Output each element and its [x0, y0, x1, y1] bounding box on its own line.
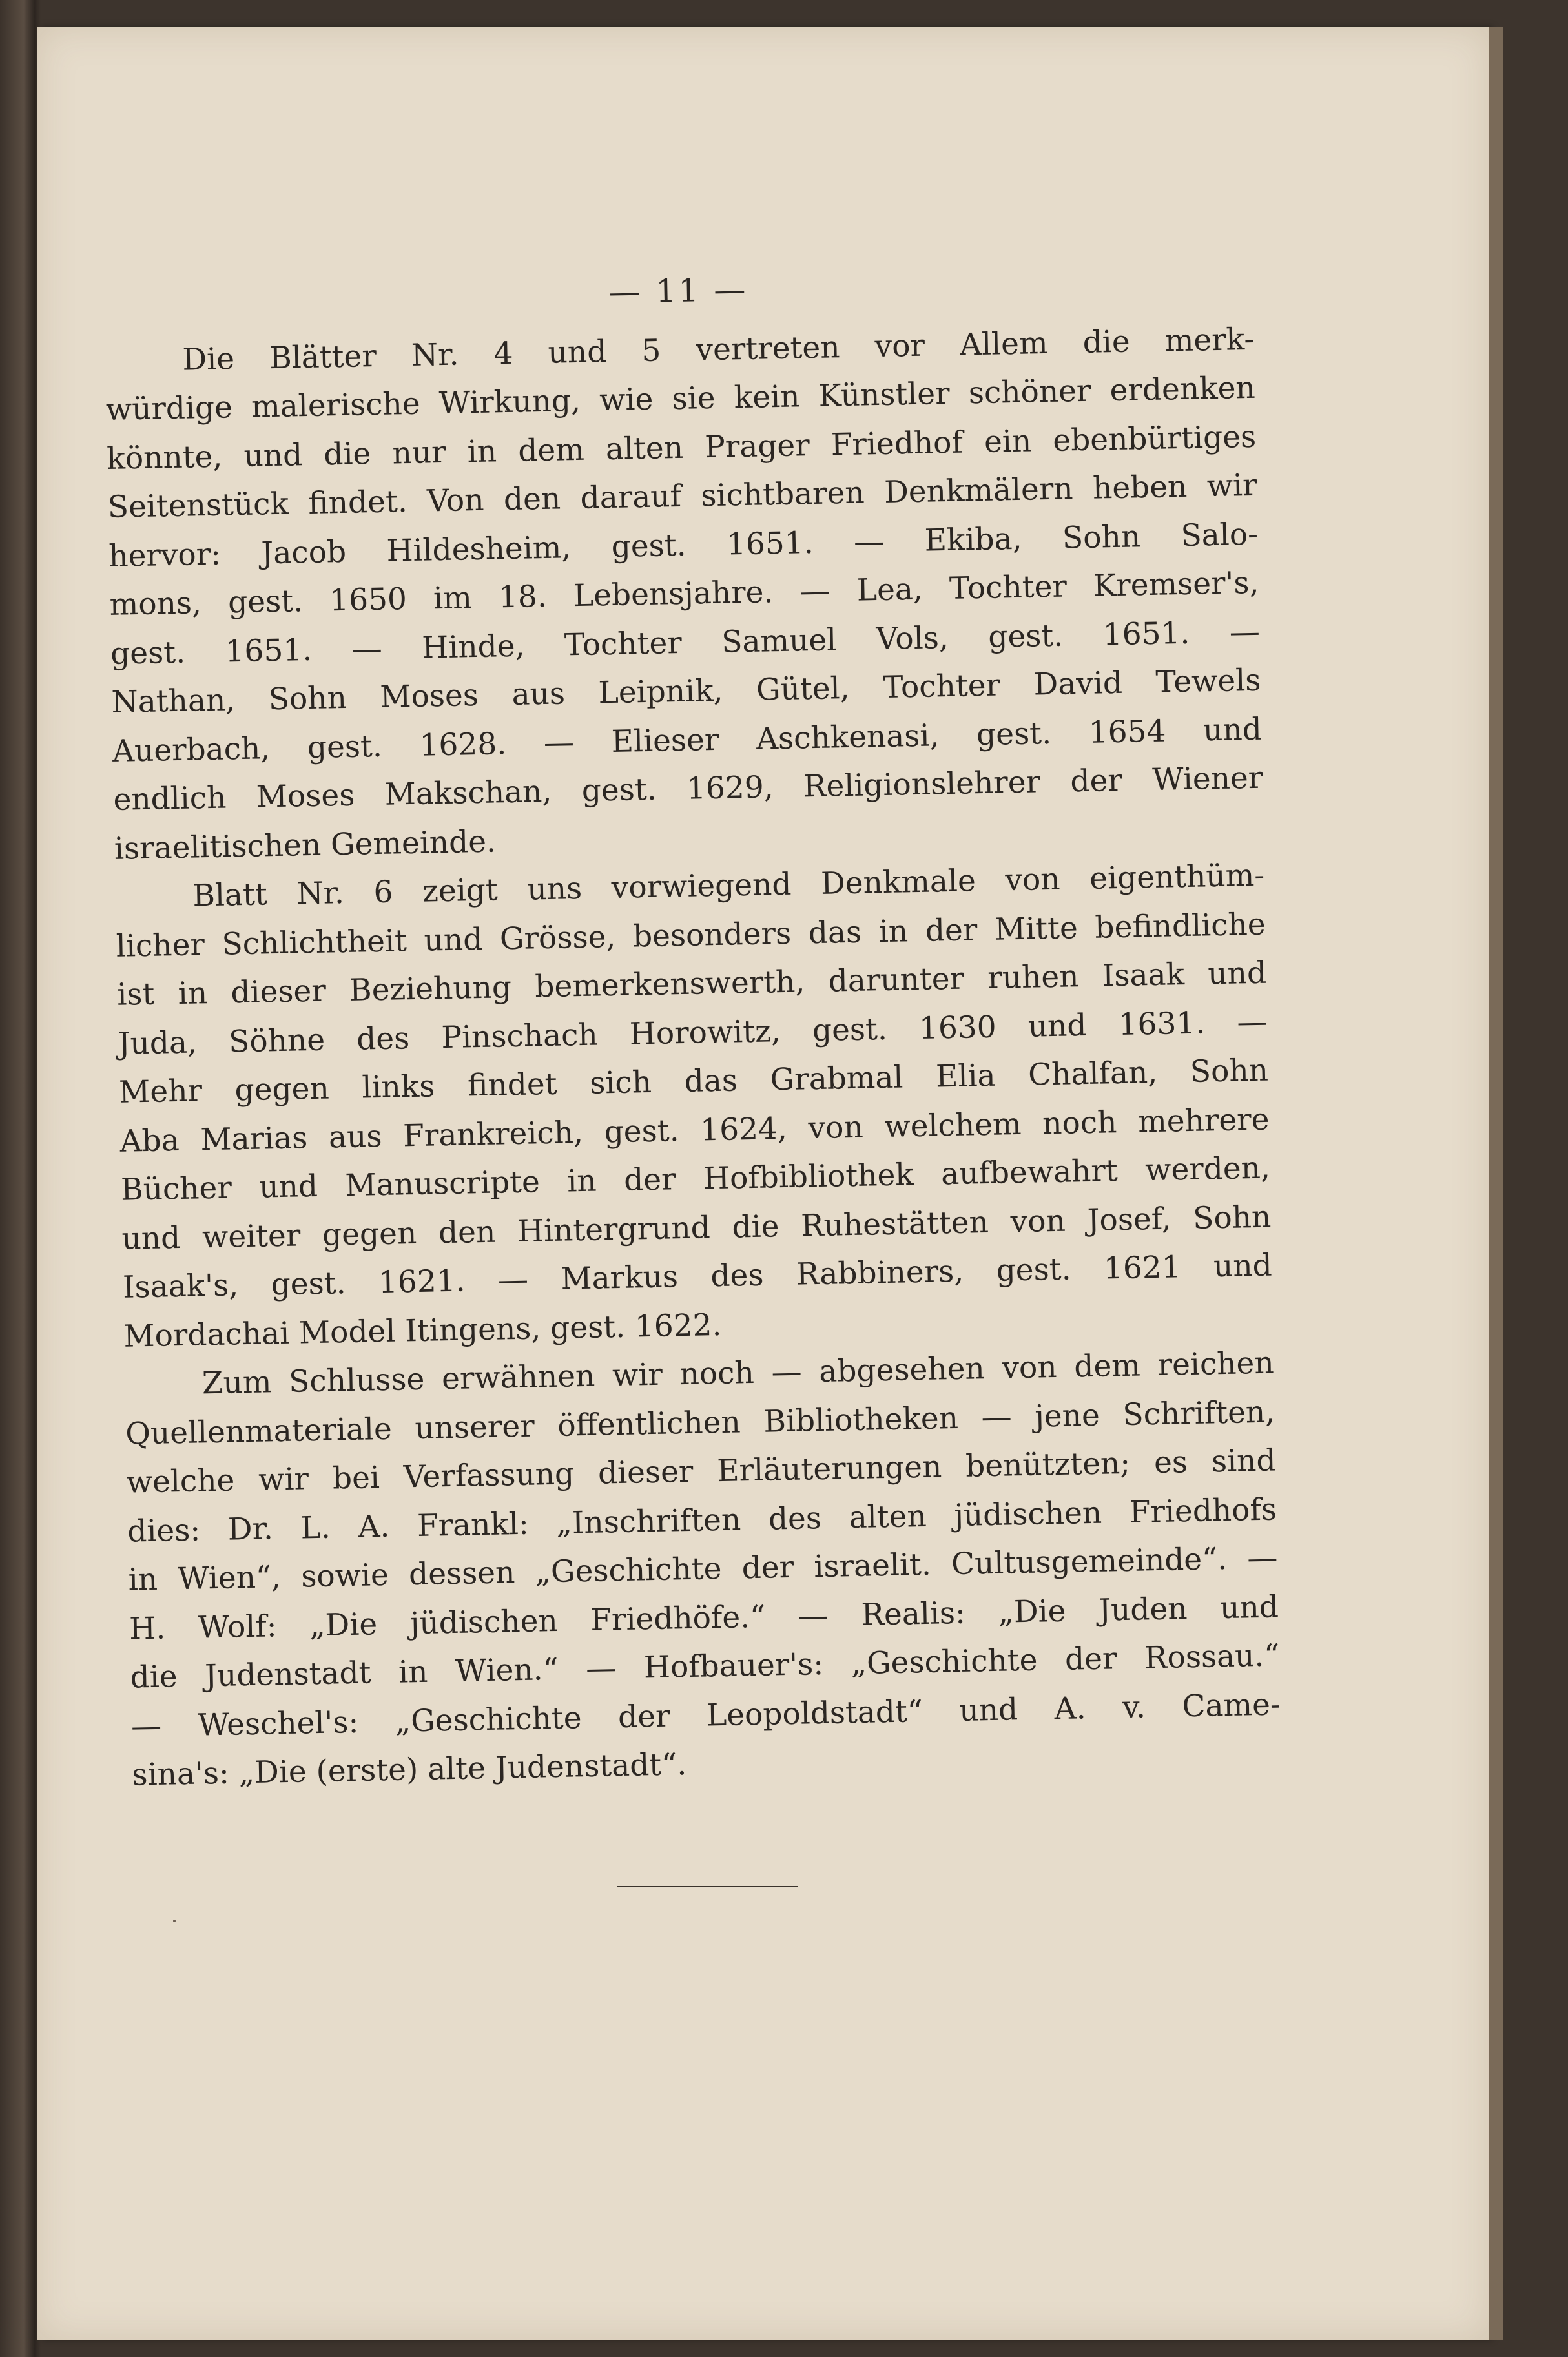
- text-line: Bücher und Manuscripte in der Hofbibliothek aufbewahrt werden,: [120, 1150, 1271, 1208]
- text-line: — Weschel's: „Geschichte der Leopoldstadt“ und A. v. Came-: [130, 1686, 1281, 1745]
- text-line: Die Blätter Nr. 4 und 5 vertreten vor Allem die merk-: [181, 321, 1255, 378]
- text-line: Quellenmateriale unserer öffentlichen Bibliotheken — jene Schriften,: [125, 1394, 1275, 1452]
- text-line: in Wien“, sowie dessen „Geschichte der israelit. Cultusgemeinde“. —: [128, 1540, 1278, 1598]
- text-line: Aba Marias aus Frankreich, gest. 1624, von welchem noch mehrere: [119, 1101, 1270, 1159]
- page-number: — 11 —: [608, 271, 748, 311]
- text-line: hervor: Jacob Hildesheim, gest. 1651. — Ekiba, Sohn Salo-: [108, 516, 1259, 574]
- text-line: endlich Moses Makschan, gest. 1629, Religionslehrer der Wiener: [112, 760, 1263, 818]
- text-line: Isaak's, gest. 1621. — Markus des Rabbiners, gest. 1621 und: [122, 1247, 1273, 1305]
- text-line: die Judenstadt in Wien.“ — Hofbauer's: „Geschichte der Rossau.“: [130, 1637, 1280, 1696]
- text-line: gest. 1651. — Hinde, Tochter Samuel Vols, gest. 1651. —: [110, 614, 1261, 672]
- text-line: Auerbach, gest. 1628. — Elieser Aschkenasi, gest. 1654 und: [112, 711, 1263, 769]
- paragraph-3: [124, 1339, 1282, 1800]
- text-line: Nathan, Sohn Moses aus Leipnik, Gütel, Tochter David Tewels: [111, 662, 1261, 720]
- text-line: Mordachai Model Itingens, gest. 1622.: [123, 1307, 722, 1355]
- text-line: H. Wolf: „Die jüdischen Friedhöfe.“ — Realis: „Die Juden und: [129, 1588, 1279, 1647]
- text-line: ist in dieser Beziehung bemerkenswerth, darunter ruhen Isaak und: [116, 955, 1267, 1013]
- text-line: Mehr gegen links findet sich das Grabmal Elia Chalfan, Sohn: [118, 1052, 1269, 1110]
- text-line: Zum Schlusse erwähnen wir noch — abgesehen von dem reichen: [201, 1345, 1275, 1402]
- end-separator-rule: [617, 1886, 798, 1887]
- paragraph-2: [115, 851, 1274, 1361]
- paragraph-1: [105, 315, 1264, 873]
- paper-speck: [173, 1920, 176, 1922]
- text-line: sina's: „Die (erste) alte Judenstadt“.: [131, 1747, 687, 1793]
- text-line: und weiter gegen den Hintergrund die Ruhestätten von Josef, Sohn: [121, 1199, 1272, 1257]
- text-line: licher Schlichtheit und Grösse, besonders das in der Mitte befindliche: [116, 906, 1266, 964]
- text-line: könnte, und die nur in dem alten Prager Friedhof ein ebenbürtiges: [106, 419, 1257, 477]
- page-text: [103, 256, 1282, 1800]
- page-edge: [1489, 27, 1503, 2340]
- text-line: würdige malerische Wirkung, wie sie kein Künstler schöner erdenken: [105, 369, 1256, 428]
- text-line: Blatt Nr. 6 zeigt uns vorwiegend Denkmale von eigenthüm-: [192, 857, 1265, 914]
- text-line: dies: Dr. L. A. Frankl: „Inschriften des alten jüdischen Friedhofs: [127, 1491, 1277, 1550]
- text-line: welche wir bei Verfassung dieser Erläuterungen benützten; es sind: [126, 1442, 1277, 1500]
- text-line: Seitenstück findet. Von den darauf sichtbaren Denkmälern heben wir: [107, 467, 1258, 525]
- text-line: Juda, Söhne des Pinschach Horowitz, gest. 1630 und 1631. —: [118, 1004, 1268, 1062]
- text-line: israelitischen Gemeinde.: [114, 823, 497, 867]
- text-line: mons, gest. 1650 im 18. Lebensjahre. — Lea, Tochter Kremser's,: [109, 565, 1259, 623]
